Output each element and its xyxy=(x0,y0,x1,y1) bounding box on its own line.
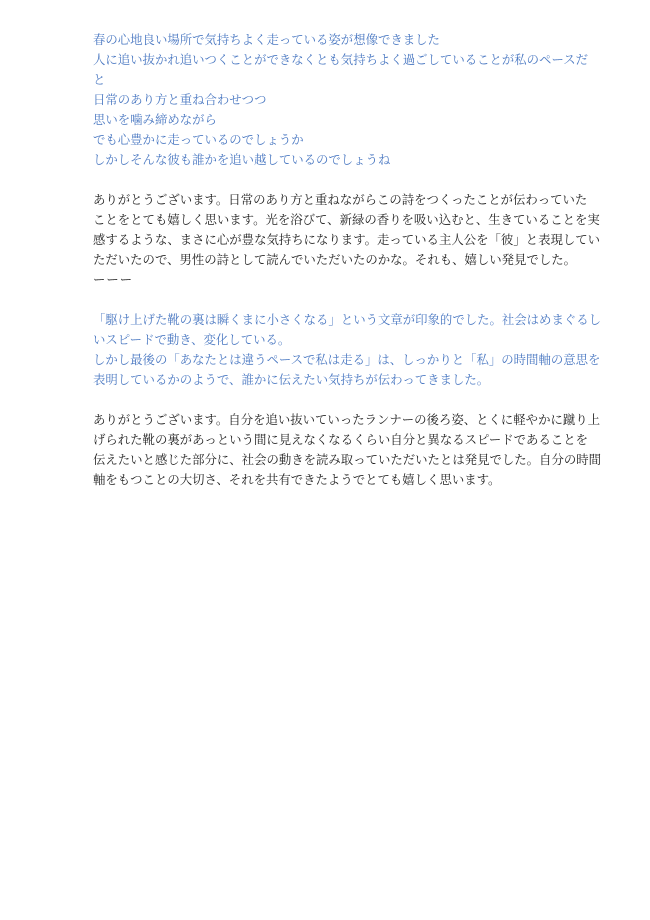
document-page xyxy=(93,30,602,490)
author-reply-2 xyxy=(93,410,602,490)
paragraph-gap xyxy=(93,390,563,410)
comment-line: しかしそんな彼も誰かを追い越しているのでしょうね xyxy=(93,152,391,167)
comment-line: 思いを噛み締めながら xyxy=(93,112,217,127)
comment-line: いスピードで動き、変化している。 xyxy=(93,332,291,347)
reply-line: 軸をもつことの大切さ、それを共有できたようでとても嬉しく思います。 xyxy=(93,472,501,487)
reply-line: 伝えたいと感じた部分に、社会の動きを読み取っていただいたとは発見でした。自分の時間 xyxy=(93,452,602,467)
reply-line: ありがとうございます。自分を追い抜いていったランナーの後ろ姿、とくに軽やかに蹴り上 xyxy=(93,412,601,427)
comment-line: でも心豊かに走っているのでしょうか xyxy=(93,132,304,147)
reply-line: げられた靴の裏があっという間に見えなくなるくらい自分と異なるスピードであることを xyxy=(93,432,589,447)
author-reply-1 xyxy=(93,190,601,270)
comment-line: 日常のあり方と重ね合わせつつ xyxy=(93,92,267,107)
comment-line: しかし最後の「あなたとは違うペースで私は走る」は、しっかりと「私」の時間軸の意思を xyxy=(93,352,601,367)
reply-line: ことをとても嬉しく思います。光を浴びて、新緑の香りを吸い込むと、生きていることを実 xyxy=(93,212,600,227)
comment-line: 表明しているかのようで、誰かに伝えたい気持ちが伝わってきました。 xyxy=(93,372,490,387)
reply-line: ありがとうございます。日常のあり方と重ねながらこの詩をつくったことが伝わっていた xyxy=(93,192,588,207)
comment-line: 春の心地良い場所で気持ちよく走っている姿が想像できました xyxy=(93,32,440,47)
comment-line: と xyxy=(93,72,106,87)
reply-line: ただいたので、男性の詩として読んでいただいたのかな。それも、嬉しい発見でした。 xyxy=(93,252,576,267)
reader-comment-2 xyxy=(93,310,602,390)
comment-line: 人に追い抜かれ追いつくことができなくとも気持ちよく過ごしていることが私のペースだ xyxy=(93,52,589,67)
reader-comment-1 xyxy=(93,30,589,170)
section-separator: ーーー xyxy=(93,272,134,287)
comment-line: 「駆け上げた靴の裏は瞬くまに小さくなる」という文章が印象的でした。社会はめまぐるし xyxy=(93,312,602,327)
paragraph-gap xyxy=(93,290,563,310)
paragraph-gap xyxy=(93,170,563,190)
reply-line: 感するような、まさに心が豊な気持ちになります。走っている主人公を「彼」と表現してい xyxy=(93,232,601,247)
